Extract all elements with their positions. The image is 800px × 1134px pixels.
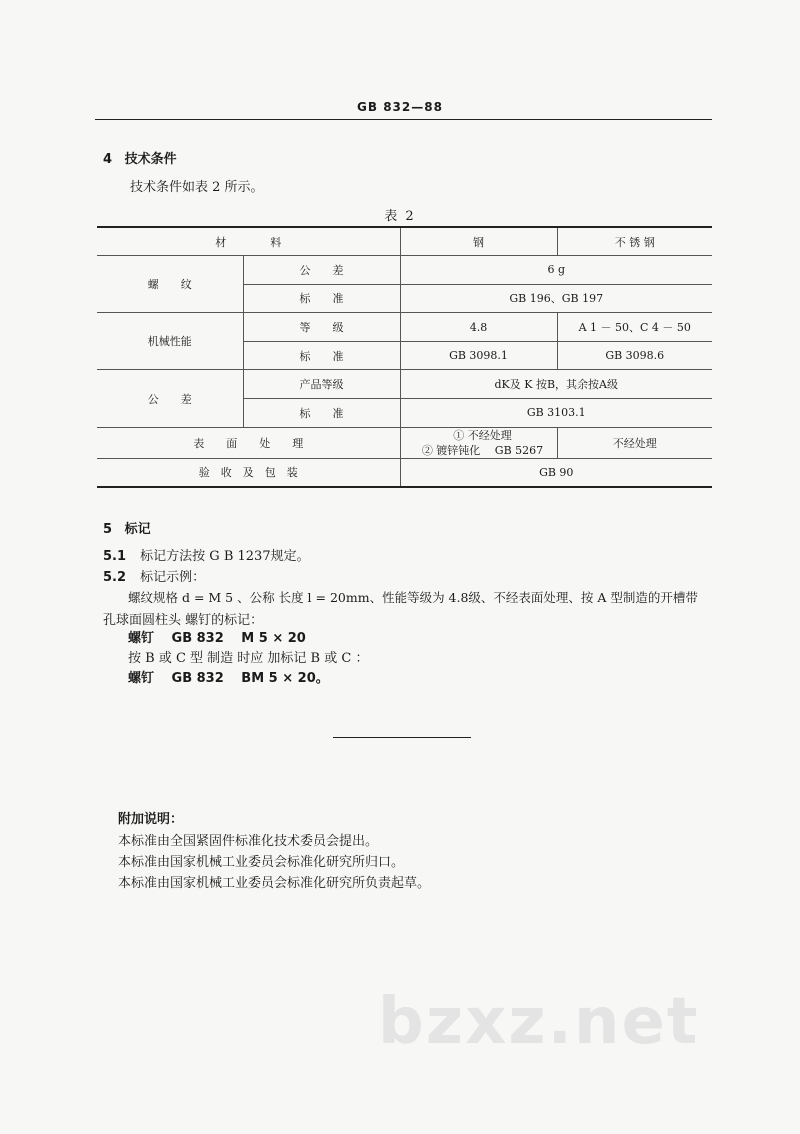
table-row (97, 370, 712, 399)
example-description-line-2: 孔球面圆柱头 螺钉的标记： (103, 613, 264, 628)
product-grade-value: dK及 K 按B，其余按A级 (400, 370, 712, 399)
appendix-title: 附加说明： (118, 812, 184, 827)
marking-example-2: 螺钉 GB 832 BM 5 × 20。 (128, 671, 329, 686)
marking-example-1: 螺钉 GB 832 M 5 × 20 (128, 631, 306, 646)
section-5-number: 5 (103, 522, 113, 537)
surface-steel-option-2: ② 镀锌钝化 GB 5267 (421, 443, 544, 457)
clause-5-2-text: 标记示例： (140, 570, 206, 585)
mech-grade-steel: 4.8 (400, 313, 557, 342)
thread-standard-value: GB 196、GB 197 (400, 284, 712, 313)
header-material: 材 料 (97, 227, 400, 256)
appendix-line-1: 本标准由全国紧固件标准化技术委员会提出。 (118, 834, 379, 849)
header-stainless-steel: 不 锈 钢 (557, 227, 712, 256)
tolerance-standard-value: GB 3103.1 (400, 399, 712, 428)
section-4-number: 4 (103, 152, 113, 167)
acceptance-packaging-value: GB 90 (400, 458, 712, 487)
standard-number-header: GB 832—88 (357, 100, 443, 114)
mech-standard-label: 标 准 (243, 341, 400, 370)
thread-tolerance-label: 公 差 (243, 256, 400, 285)
clause-5-1-number: 5.1 (103, 549, 127, 564)
section-5-title: 标记 (124, 522, 151, 537)
surface-treatment-label: 表 面 处 理 (97, 427, 400, 458)
surface-treatment-stainless: 不经处理 (557, 427, 712, 458)
clause-5-1 (103, 545, 310, 564)
clause-5-1-text: 标记方法按 G B 1237规定。 (140, 549, 310, 564)
section-4-heading (103, 148, 177, 167)
table-row (97, 427, 712, 458)
group-thread: 螺 纹 (97, 256, 243, 313)
table-row (97, 458, 712, 487)
mech-grade-stainless: A 1 － 50、C 4 － 50 (557, 313, 712, 342)
thread-standard-label: 标 准 (243, 284, 400, 313)
end-of-text-rule (333, 737, 471, 738)
appendix-line-3: 本标准由国家机械工业委员会标准化研究所负责起草。 (118, 876, 431, 891)
product-grade-label: 产品等级 (243, 370, 400, 399)
appendix-line-2: 本标准由国家机械工业委员会标准化研究所归口。 (118, 855, 405, 870)
technical-conditions-table (97, 226, 712, 488)
group-tolerance: 公 差 (97, 370, 243, 427)
mech-standard-steel: GB 3098.1 (400, 341, 557, 370)
mech-grade-label: 等 级 (243, 313, 400, 342)
header-steel: 钢 (400, 227, 557, 256)
section-5-heading (103, 518, 151, 537)
section-4-title: 技术条件 (124, 152, 177, 167)
table-row-header (97, 227, 712, 256)
table-caption: 表 2 (384, 209, 416, 224)
clause-5-2 (103, 566, 205, 585)
acceptance-packaging-label: 验 收 及 包 装 (97, 458, 400, 487)
example-description-line-1: 螺纹规格 d = M 5 、公称 长度 l = 20mm、性能等级为 4.8级、不经表面处理、按 A 型制造的开槽带 (128, 590, 698, 605)
table-row (97, 313, 712, 342)
thread-tolerance-value: 6 g (400, 256, 712, 285)
table-row (97, 256, 712, 285)
mech-standard-stainless: GB 3098.6 (557, 341, 712, 370)
surface-treatment-steel (400, 427, 557, 458)
group-mechanical-properties: 机械性能 (97, 313, 243, 370)
tolerance-standard-label: 标 准 (243, 399, 400, 428)
site-watermark: bzxz.net (378, 985, 700, 1059)
marking-note: 按 B 或 C 型 制造 时应 加标记 B 或 C ： (128, 651, 369, 666)
header-rule (95, 119, 712, 120)
section-4-intro: 技术条件如表 2 所示。 (130, 180, 264, 195)
clause-5-2-number: 5.2 (103, 570, 127, 585)
surface-steel-option-1: ① 不经处理 (453, 428, 512, 442)
